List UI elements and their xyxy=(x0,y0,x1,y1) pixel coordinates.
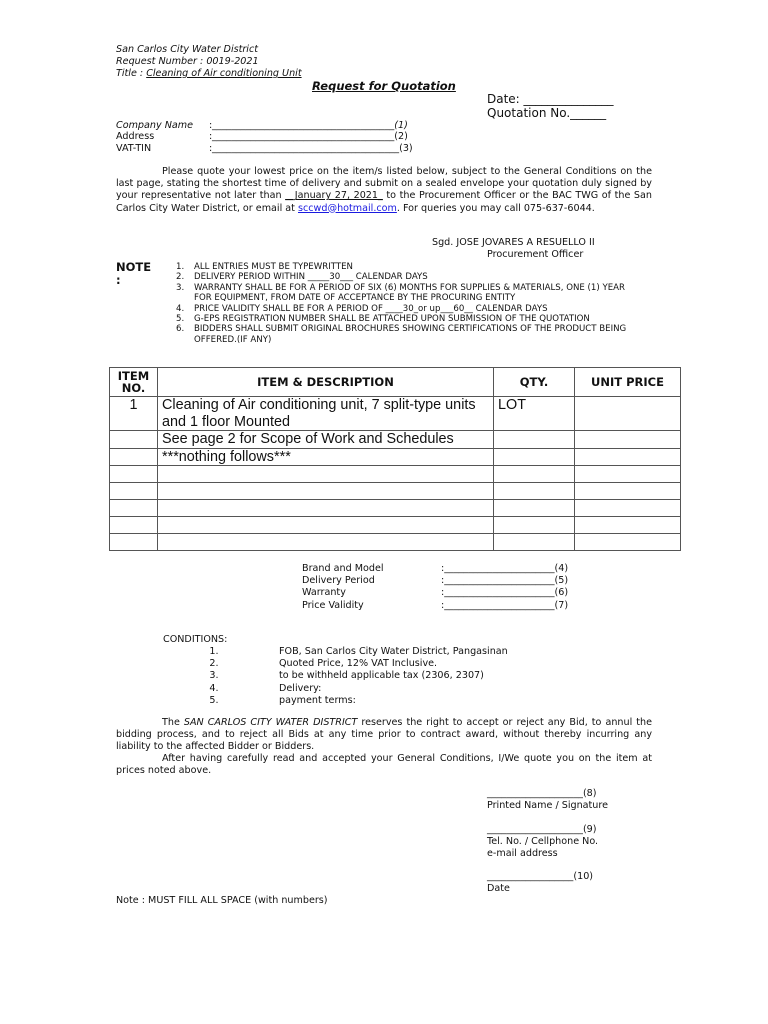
signatory-name: Sgd. JOSE JOVARES A RESUELLO II xyxy=(432,237,595,248)
note-item: 3. WARRANTY SHALL BE FOR A PERIOD OF SIX (6) MONTHS FOR SUPPLIES & MATERIALS, ONE (1) YEAR FOR EQUIPMENT, FROM DATE OF ACCEPTANCE BY THE PROCURING ENTITY xyxy=(176,282,625,304)
document-title: Request for Quotation xyxy=(312,79,456,93)
vat-tin-label: VAT-TIN xyxy=(116,143,152,154)
address-label: Address xyxy=(116,131,155,142)
intro-paragraph xyxy=(116,166,652,215)
title-label: Title : xyxy=(116,68,147,79)
cell-qty: LOT xyxy=(494,397,575,431)
table-header-row xyxy=(110,368,681,397)
condition-item: 2. Quoted Price, 12% VAT Inclusive. xyxy=(209,658,438,670)
condition-item: 5. payment terms: xyxy=(209,694,356,706)
org-name-inline: SAN CARLOS CITY WATER DISTRICT xyxy=(183,717,358,728)
date-field: Date: _______________ xyxy=(487,92,614,106)
cell-qty xyxy=(494,431,575,449)
cell-unit-price xyxy=(575,431,681,449)
acceptance-paragraph: After having carefully read and accepted your General Conditions, I/We quote you on the item at prices noted above. xyxy=(116,753,652,777)
email-label: e-mail address xyxy=(487,848,558,859)
printed-name-label: Printed Name / Signature xyxy=(487,800,609,811)
table-row xyxy=(110,466,681,483)
cell-description: See page 2 for Scope of Work and Schedules xyxy=(158,431,494,449)
note-item: 6. BIDDERS SHALL SUBMIT ORIGINAL BROCHURES SHOWING CERTIFICATIONS OF THE PRODUCT BEING OFFERED.(IF ANY) xyxy=(176,324,627,345)
items-table xyxy=(109,367,681,551)
org-name: San Carlos City Water District xyxy=(116,44,259,55)
bid-fields xyxy=(302,563,632,612)
price-validity-row: Price Validity :_______________________(7) xyxy=(302,599,569,611)
conditions-label: CONDITIONS: xyxy=(163,634,228,645)
table-row xyxy=(110,483,681,500)
company-name-line: ______________________________________(1) xyxy=(212,120,408,131)
table-row xyxy=(110,500,681,517)
header-item-no: ITEM NO. xyxy=(110,368,158,397)
note-list xyxy=(176,262,636,345)
company-name-label: Company Name xyxy=(116,120,193,131)
condition-item: 4. Delivery: xyxy=(209,682,322,694)
table-row xyxy=(110,517,681,534)
cell-unit-price xyxy=(575,397,681,431)
table-row xyxy=(110,448,681,466)
signature-line: ____________________(8) xyxy=(487,788,597,799)
quotation-number-field: Quotation No.______ xyxy=(487,106,607,120)
address-line: ______________________________________(2) xyxy=(212,131,408,142)
cell-item-no xyxy=(110,448,158,466)
condition-item: 3. to be withheld applicable tax (2306, 2307) xyxy=(209,670,484,682)
intro-text-1: Please quote your lowest price on the item/s listed below, subject to the General Conditions on the last page, stating the shortest time of delivery and submit on a sealed envelope your quotation duly signed by your representative not later than xyxy=(116,166,652,202)
tel-line: ____________________(9) xyxy=(487,824,597,835)
note-item: 4. PRICE VALIDITY SHALL BE FOR A PERIOD OF ____30_or up___60__ CALENDAR DAYS xyxy=(176,303,548,314)
warranty-row: Warranty :_______________________(6) xyxy=(302,587,569,599)
title-value: Cleaning of Air conditioning Unit xyxy=(146,68,302,79)
note-item: 1. ALL ENTRIES MUST BE TYPEWRITTEN xyxy=(176,262,353,272)
cell-description: Cleaning of Air conditioning unit, 7 split-type units and 1 floor Mounted xyxy=(158,397,494,431)
table-row xyxy=(110,534,681,551)
tel-label: Tel. No. / Cellphone No. xyxy=(487,836,599,847)
date-label: Date xyxy=(487,883,510,894)
header-unit-price: UNIT PRICE xyxy=(575,368,681,397)
intro-text-2: to the Procurement Officer or the BAC TWG of the San Carlos City Water District, or email at xyxy=(116,190,652,214)
brand-model-row: Brand and Model :_______________________(4) xyxy=(302,563,569,574)
note-item: 5. G-EPS REGISTRATION NUMBER SHALL BE ATTACHED UPON SUBMISSION OF THE QUOTATION xyxy=(176,314,590,325)
date-line: __________________(10) xyxy=(487,871,594,882)
table-row xyxy=(110,431,681,449)
footer-note: Note : MUST FILL ALL SPACE (with numbers) xyxy=(116,895,328,906)
condition-item: 1. FOB, San Carlos City Water District, Pangasinan xyxy=(209,646,508,657)
cell-description: ***nothing follows*** xyxy=(158,448,494,466)
address-sep: : xyxy=(209,131,213,142)
signatory-position: Procurement Officer xyxy=(487,249,584,260)
table-row xyxy=(110,397,681,431)
email-link[interactable]: sccwd@hotmail.com xyxy=(298,202,397,214)
conditions-list xyxy=(186,646,646,707)
header-qty: QTY. xyxy=(494,368,575,397)
company-name-sep: : xyxy=(209,120,213,131)
header-description: ITEM & DESCRIPTION xyxy=(158,368,494,397)
delivery-period-row: Delivery Period :_______________________(5) xyxy=(302,575,569,587)
cell-qty xyxy=(494,448,575,466)
cell-item-no xyxy=(110,431,158,449)
title-line xyxy=(116,68,302,79)
vat-tin-line: _______________________________________(3) xyxy=(212,143,413,154)
intro-text-3: . For queries you may call 075-637-6044. xyxy=(396,202,595,214)
deadline-date: __January 27, 2021_ xyxy=(285,190,383,202)
cell-item-no: 1 xyxy=(110,397,158,431)
note-label: NOTE : xyxy=(116,260,152,287)
note-item: 2. DELIVERY PERIOD WITHIN _____30___ CALENDAR DAYS xyxy=(176,272,428,283)
request-number: Request Number : 0019-2021 xyxy=(116,56,259,67)
cell-unit-price xyxy=(575,448,681,466)
vat-tin-sep: : xyxy=(209,143,213,154)
reservation-paragraph: The SAN CARLOS CITY WATER DISTRICT reserves the right to accept or reject any Bid, to annul the bidding process, and to reject all Bids at any time prior to contract award, without thereby incurring any liability to the affected Bidder or Bidders. xyxy=(116,717,652,753)
